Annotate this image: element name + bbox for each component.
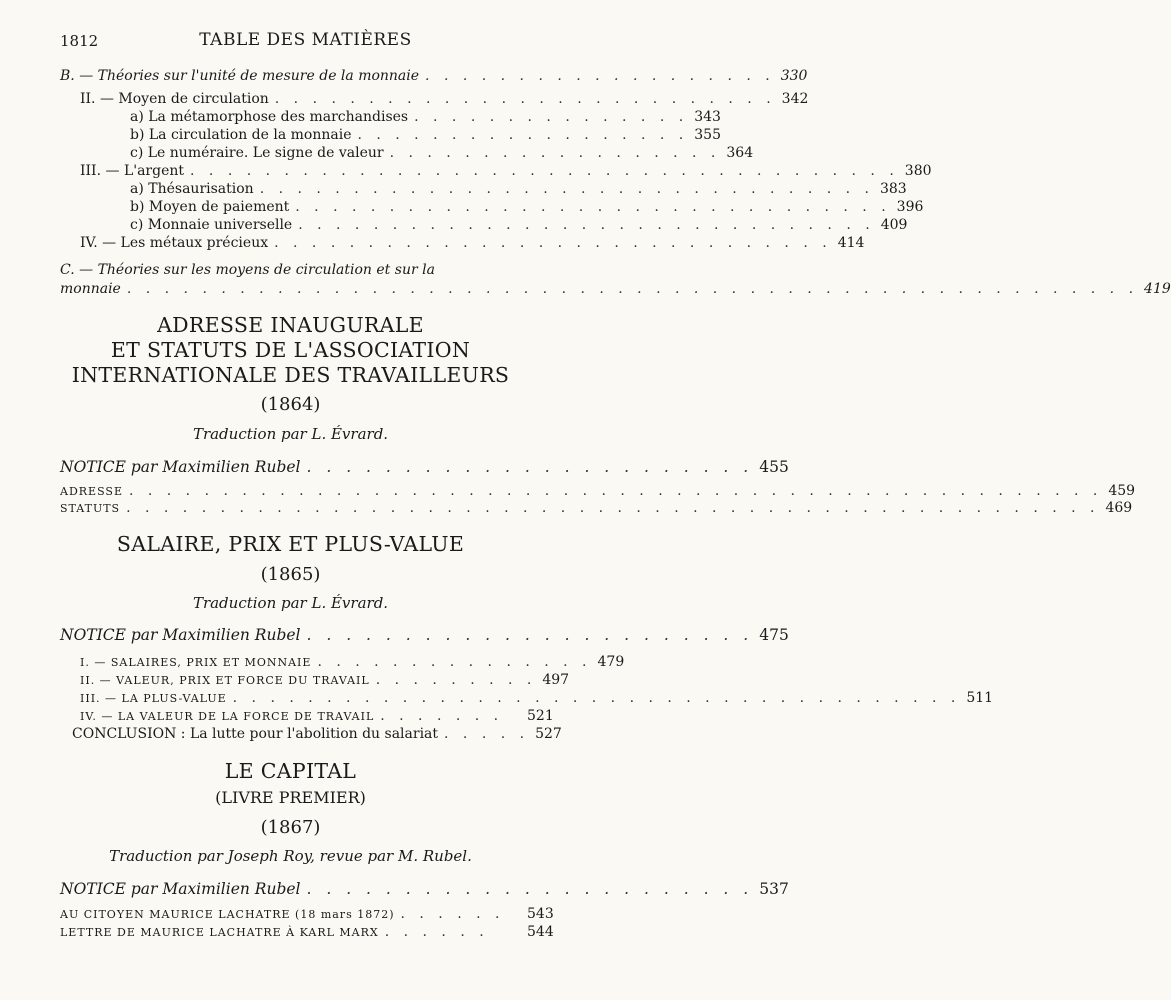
toc-entry: a) Thésaurisation . . . . . . . . . . . . . . . . . . . . . . . . . . . . . . . . . 383 — [130, 181, 907, 197]
toc-entry: C. — Théories sur les moyens de circulation et sur la — [60, 262, 435, 278]
toc-entry: III. — LA PLUS-VALUE . . . . . . . . . . . . . . . . . . . . . . . . . . . . . . . . . . . . . . . 511 — [80, 690, 994, 706]
toc-entry-notice: NOTICE par Maximilien Rubel . . . . . . . . . . . . . . . . . . . . . . . 475 — [60, 626, 789, 644]
section-title-line: INTERNATIONALE DES TRAVAILLEURS — [71, 363, 510, 387]
toc-entry: c) Le numéraire. Le signe de valeur . . . . . . . . . . . . . . . . . . 364 — [130, 145, 754, 161]
page-number: 1812 — [60, 32, 99, 50]
section-year: (1864) — [260, 394, 321, 415]
section-title-line: ET STATUTS DE L'ASSOCIATION — [110, 338, 471, 362]
toc-entry: CONCLUSION : La lutte pour l'abolition du salariat . . . . . 527 — [72, 726, 562, 742]
toc-entry: STATUTS . . . . . . . . . . . . . . . . . . . . . . . . . . . . . . . . . . . . . . . . . . . . . . . . . . . . 469 — [60, 500, 1133, 516]
section-year: (1865) — [260, 564, 321, 585]
toc-entry: LETTRE DE MAURICE LACHATRE À KARL MARX . . . . . . 544 — [60, 924, 554, 940]
section-title: LE CAPITAL — [224, 759, 357, 783]
toc-entry: b) Moyen de paiement . . . . . . . . . . . . . . . . . . . . . . . . . . . . . . . . 396 — [130, 199, 924, 215]
toc-entry-notice: NOTICE par Maximilien Rubel . . . . . . . . . . . . . . . . . . . . . . . 455 — [60, 458, 789, 476]
toc-entry: AU CITOYEN MAURICE LACHATRE (18 mars 1872) . . . . . . 543 — [60, 906, 554, 922]
running-title: TABLE DES MATIÈRES — [199, 30, 412, 50]
toc-entry: ADRESSE . . . . . . . . . . . . . . . . . . . . . . . . . . . . . . . . . . . . . . . . . . . . . . . . . . . . 459 — [60, 483, 1136, 499]
toc-entry: I. — SALAIRES, PRIX ET MONNAIE . . . . . . . . . . . . . . . 479 — [80, 654, 625, 670]
page-header — [60, 30, 551, 54]
section-translator: Traduction par L. Évrard. — [192, 425, 389, 443]
toc-entry: a) La métamorphose des marchandises . . . . . . . . . . . . . . . 343 — [130, 109, 721, 125]
toc-entry: b) La circulation de la monnaie . . . . . . . . . . . . . . . . . . 355 — [130, 127, 721, 143]
toc-entry: IV. — LA VALEUR DE LA FORCE DE TRAVAIL . . . . . . . 521 — [80, 708, 554, 724]
toc-entry: II. — VALEUR, PRIX ET FORCE DU TRAVAIL . . . . . . . . . 497 — [80, 672, 570, 688]
section-title-line: ADRESSE INAUGURALE — [157, 313, 424, 337]
toc-entry: II. — Moyen de circulation . . . . . . . . . . . . . . . . . . . . . . . . . . . 342 — [80, 91, 809, 107]
section-title: SALAIRE, PRIX ET PLUS-VALUE — [116, 532, 465, 556]
toc-entry: c) Monnaie universelle . . . . . . . . . . . . . . . . . . . . . . . . . . . . . . . 409 — [130, 217, 908, 233]
toc-entry-notice: NOTICE par Maximilien Rubel . . . . . . . . . . . . . . . . . . . . . . . 537 — [60, 880, 789, 898]
toc-entry: III. — L'argent . . . . . . . . . . . . . . . . . . . . . . . . . . . . . . . . . . . . . . 380 — [80, 163, 932, 179]
toc-entry: monnaie . . . . . . . . . . . . . . . . . . . . . . . . . . . . . . . . . . . . . . . . . . . . . . . . . . . . . . 419 — [60, 281, 1171, 297]
section-subtitle: (LIVRE PREMIER) — [215, 788, 366, 807]
toc-entry: IV. — Les métaux précieux . . . . . . . . . . . . . . . . . . . . . . . . . . . . . . 414 — [80, 235, 865, 251]
toc-entry: B. — Théories sur l'unité de mesure de la monnaie . . . . . . . . . . . . . . . . . . . 330 — [60, 68, 808, 84]
section-translator: Traduction par Joseph Roy, revue par M. Rubel. — [109, 847, 472, 865]
section-translator: Traduction par L. Évrard. — [192, 594, 389, 612]
section-year: (1867) — [260, 817, 321, 838]
